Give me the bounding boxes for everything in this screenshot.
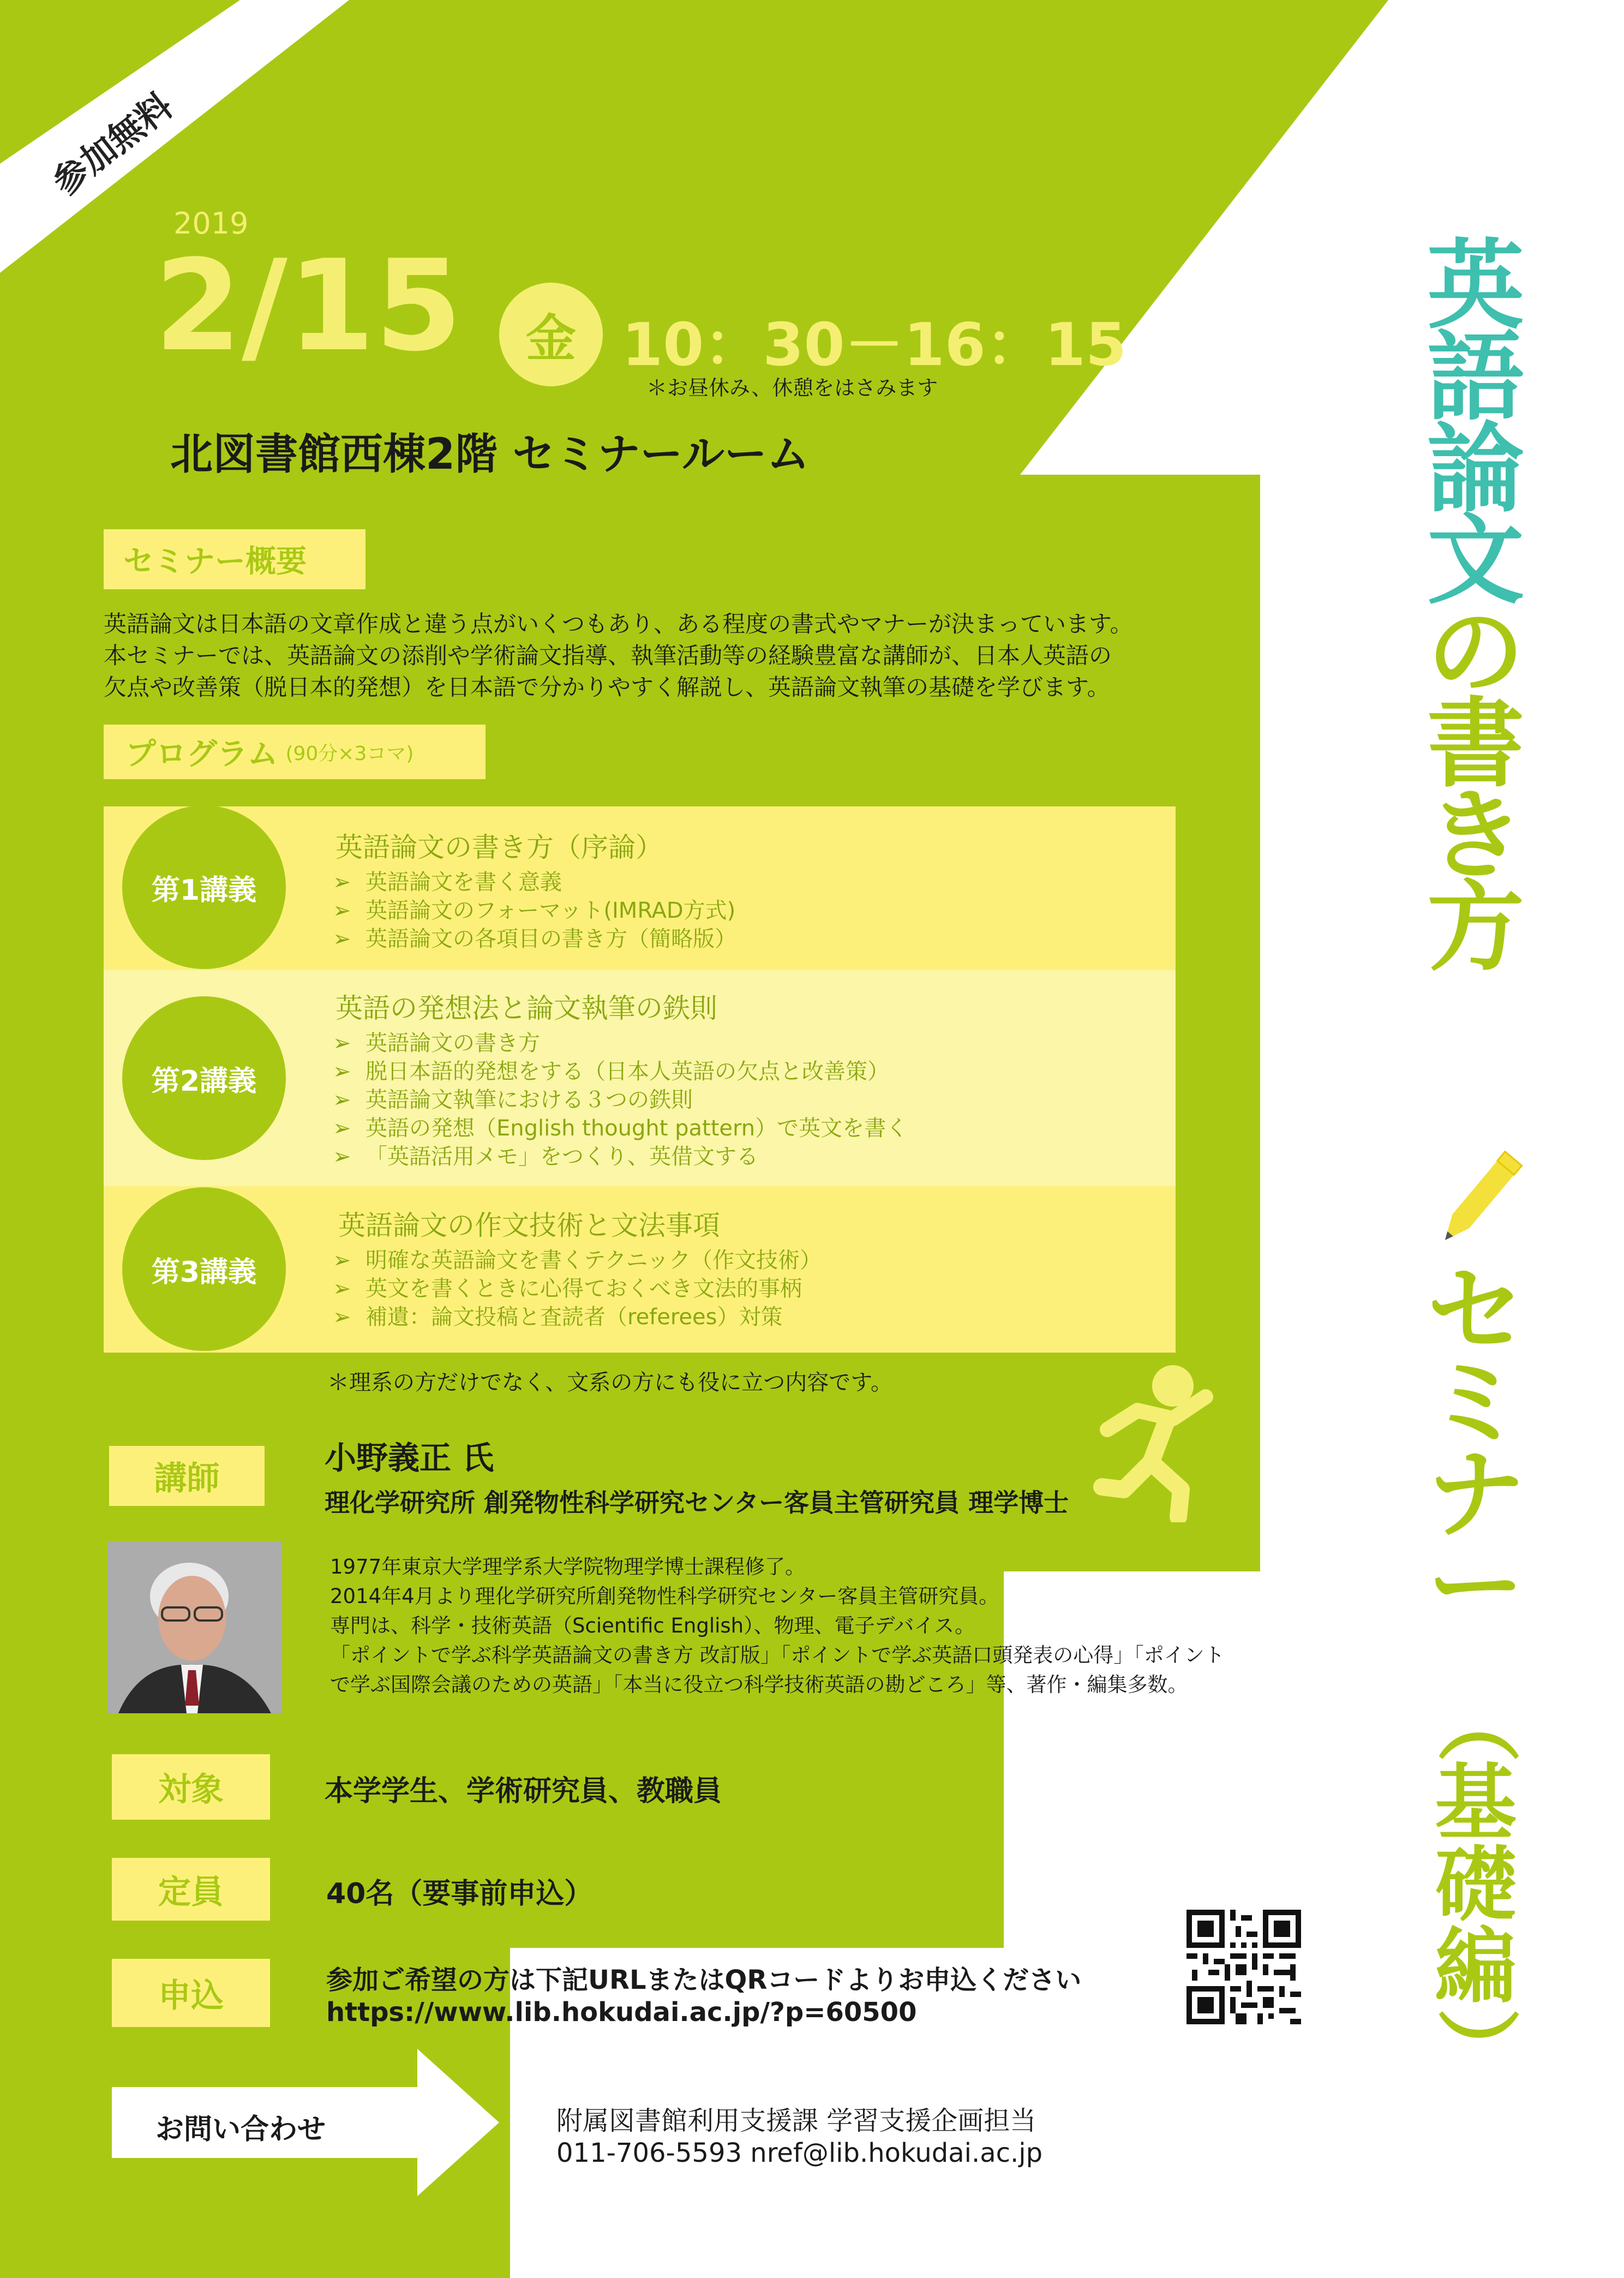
overview-heading xyxy=(104,529,365,589)
overview-heading-text: セミナー概要 xyxy=(123,544,307,579)
lecture-title: 英語論文の作文技術と文法事項 xyxy=(338,1210,720,1241)
event-time: 10：30－16：15 xyxy=(622,311,1127,379)
lecture-title: 英語の発想法と論文執筆の鉄則 xyxy=(335,992,717,1024)
title-char: ） xyxy=(1428,2007,1523,2090)
program-heading xyxy=(104,725,486,779)
title-char: （ xyxy=(1428,1680,1523,1763)
lecture-item: ➢ 補遺：論文投稿と査読者（referees）対策 xyxy=(333,1303,822,1331)
contact-phone-email[interactable]: 011-706-5593 nref@lib.hokudai.ac.jp xyxy=(556,2138,1043,2168)
program-heading-note: (90分×3コマ) xyxy=(285,742,414,765)
pencil-icon xyxy=(1418,1140,1538,1260)
title-char: 英 xyxy=(1427,229,1524,342)
lecture-items xyxy=(333,868,736,953)
event-year: 2019 xyxy=(173,206,249,241)
audience-label-text: 対象 xyxy=(158,1771,224,1809)
title-char: 礎 xyxy=(1434,1838,1517,1933)
weekday-label: 金 xyxy=(525,309,576,368)
lecture-item: ➢ 脱日本語的発想をする（日本人英語の欠点と改善策） xyxy=(333,1057,908,1086)
lecturer-label xyxy=(109,1446,265,1506)
overview-line: 英語論文は日本語の文章作成と違う点がいくつもあり、ある程度の書式やマナーが決まっています。 xyxy=(104,611,1133,637)
lecture-1 xyxy=(104,806,1176,970)
seminar-title-vertical-3 xyxy=(1407,1681,1544,2090)
lecture-1-badge xyxy=(122,805,286,969)
title-char: ミ xyxy=(1427,1347,1524,1460)
title-part-2 xyxy=(1427,596,1524,984)
program-note: ＊理系の方だけでなく、文系の方にも役に立つ内容です。 xyxy=(327,1370,892,1395)
title-part-1 xyxy=(1427,229,1524,617)
lecturer-name: 小野義正 氏 xyxy=(325,1439,494,1476)
lecture-items xyxy=(333,1246,822,1331)
capacity-label xyxy=(112,1858,270,1921)
seminar-title-vertical xyxy=(1407,229,1544,984)
overview-line: 欠点や改善策（脱日本的発想）を日本語で分かりやすく解説し、英語論文執筆の基礎を学びます。 xyxy=(104,674,1110,701)
bio-line: 「ポイントで学ぶ科学英語論文の書き方 改訂版」「ポイントで学ぶ英語口頭発表の心得」「ポイント xyxy=(330,1643,1225,1667)
capacity-value: 40名（要事前申込） xyxy=(326,1878,593,1910)
lecture-title: 英語論文の書き方（序論） xyxy=(335,832,663,863)
lecture-3-badge xyxy=(122,1187,286,1351)
free-admission-badge: 参加無料 xyxy=(45,86,181,204)
contact-label: お問い合わせ xyxy=(155,2113,326,2146)
audience-value: 本学学生、学術研究員、教職員 xyxy=(325,1775,722,1808)
title-char: ー xyxy=(1427,1530,1524,1643)
lecture-label: 第3講義 xyxy=(151,1255,257,1289)
title-char: 文 xyxy=(1427,504,1524,617)
lecture-item: ➢ 英語の発想（English thought pattern）で英文を書く xyxy=(333,1114,908,1143)
title-char: 語 xyxy=(1427,321,1524,434)
lecture-item: ➢ 明確な英語論文を書くテクニック（作文技術） xyxy=(333,1246,822,1275)
lecture-item: ➢ 英語論文を書く意義 xyxy=(333,868,736,896)
event-date: 2/15 xyxy=(154,234,463,379)
apply-instruction: 参加ご希望の方は下記URLまたはQRコードよりお申込ください xyxy=(326,1965,1082,1995)
bio-line: 2014年4月より理化学研究所創発物性科学研究センター客員主管研究員。 xyxy=(330,1585,999,1608)
lecture-items xyxy=(333,1029,908,1171)
bio-line: で学ぶ国際会議のための英語」「本当に役立つ科学技術英語の勘どころ」等、著作・編集多数。 xyxy=(330,1673,1188,1696)
lecturer-label-text: 講師 xyxy=(154,1460,220,1498)
lecture-3 xyxy=(104,1186,1176,1353)
title-char: 基 xyxy=(1434,1756,1517,1851)
apply-url[interactable]: https://www.lib.hokudai.ac.jp/?p=60500 xyxy=(326,1997,917,2028)
lecture-item: ➢ 英語論文の書き方 xyxy=(333,1029,908,1057)
running-person-icon xyxy=(1086,1359,1227,1522)
lecturer-photo xyxy=(107,1542,282,1713)
title-char: の xyxy=(1427,596,1524,709)
bio-line: 1977年東京大学理学系大学院物理学博士課程修了。 xyxy=(330,1555,806,1579)
lecture-item: ➢ 英文を書くときに心得ておくべき文法的事柄 xyxy=(333,1275,822,1303)
lecture-item: ➢ 英語論文のフォーマット(IMRAD方式) xyxy=(333,896,736,925)
venue: 北図書館西棟2階 セミナールーム xyxy=(170,430,810,479)
lecture-2 xyxy=(104,970,1176,1186)
title-char: 書 xyxy=(1427,687,1524,800)
time-note: ＊お昼休み、休憩をはさみます xyxy=(646,376,938,400)
seminar-title-vertical-2 xyxy=(1407,1255,1544,1643)
overview-line: 本セミナーでは、英語論文の添削や学術論文指導、執筆活動等の経験豊富な講師が、日本人英語の xyxy=(104,642,1112,669)
contact-dept: 附属図書館利用支援課 学習支援企画担当 xyxy=(556,2106,1036,2136)
lecturer-bio xyxy=(330,1552,1225,1700)
title-char: セ xyxy=(1427,1255,1524,1368)
capacity-label-text: 定員 xyxy=(158,1873,224,1911)
overview-text xyxy=(104,608,1133,703)
lecture-item: ➢ 「英語活用メモ」をつくり、英借文する xyxy=(333,1143,908,1171)
lecture-label: 第2講義 xyxy=(151,1065,257,1098)
title-char: 方 xyxy=(1427,871,1524,984)
audience-label xyxy=(112,1754,270,1820)
title-char: 編 xyxy=(1434,1920,1517,2014)
title-char: 論 xyxy=(1427,412,1524,525)
program-heading-text: プログラム xyxy=(125,737,278,772)
weekday-circle xyxy=(499,283,603,386)
apply-label xyxy=(112,1959,270,2027)
lecture-item: ➢ 英語論文の各項目の書き方（簡略版） xyxy=(333,925,736,953)
lecture-item: ➢ 英語論文執筆における３つの鉄則 xyxy=(333,1086,908,1114)
title-char: ナ xyxy=(1427,1438,1524,1551)
lecture-2-badge xyxy=(122,996,286,1160)
qr-code[interactable] xyxy=(1186,1910,1301,2024)
lecture-label: 第1講義 xyxy=(151,874,257,907)
apply-label-text: 申込 xyxy=(158,1976,224,2015)
bio-line: 専門は、科学・技術英語（Scientific English）、物理、電子デバイス。 xyxy=(330,1614,975,1637)
title-char: き xyxy=(1427,779,1524,892)
lecturer-affiliation: 理化学研究所 創発物性科学研究センター客員主管研究員 理学博士 xyxy=(325,1488,1069,1517)
